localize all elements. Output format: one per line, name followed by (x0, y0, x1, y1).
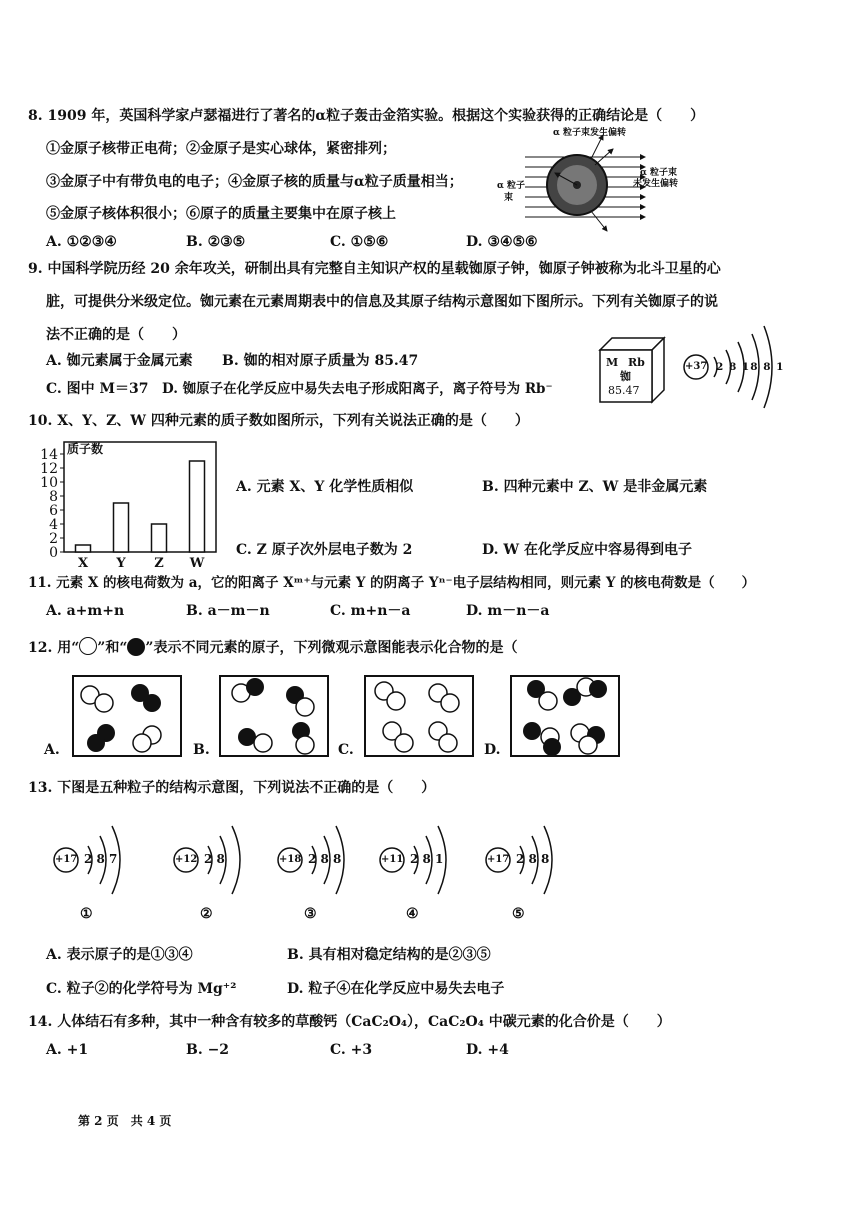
q10-option-a: A. 元素 X、Y 化学性质相似 (236, 479, 414, 495)
x-tick-label: Y (116, 556, 126, 568)
q9-option-d: D. 铷原子在化学反应中易失去电子形成阳离子，离子符号为 Rb⁻ (162, 381, 553, 397)
particle-diagram (276, 818, 366, 928)
q11-option-a: A. a+m+n (46, 603, 125, 619)
particle-label: ③ (304, 906, 317, 922)
cell-symbol: Rb (628, 356, 645, 369)
y-tick-label: 10 (40, 475, 58, 491)
y-tick-label: 0 (49, 545, 58, 561)
q8-option-d: D. ③④⑤⑥ (466, 234, 538, 250)
particle-electron-shells: 2 8 8 (308, 852, 342, 866)
q12-box-d (510, 675, 620, 757)
y-axis-label: 质子数 (67, 442, 104, 456)
q12-stem-post: ”表示不同元素的原子，下列微观示意图能表示化合物的是（ (145, 640, 518, 656)
q12-stem-mid: ”和“ (97, 640, 128, 656)
diagram-label-deflected: α 粒子束发生偏转 (553, 128, 627, 138)
q10-stem: 10. X、Y、Z、W 四种元素的质子数如图所示，下列有关说法正确的是（ ） (28, 413, 529, 429)
y-tick-label: 4 (49, 517, 58, 533)
q9-stem-line-2: 脏，可提供分米级定位。铷元素在元素周期表中的信息及其原子结构示意图如下图所示。下列有关铷原子的说 (46, 294, 718, 310)
particle-electron-shells: 2 8 8 (516, 852, 550, 866)
bar (190, 461, 205, 552)
q13-option-c: C. 粒子②的化学符号为 Mg⁺² (46, 981, 237, 997)
particle-diagram (172, 818, 262, 928)
q11-option-c: C. m+n－a (330, 603, 411, 619)
q13-option-d: D. 粒子④在化学反应中易失去电子 (287, 981, 505, 997)
rb-nucleus-charge: +37 (685, 361, 708, 372)
q9-stem-line-3: 法不正确的是（ ） (46, 327, 186, 343)
q8-stem: 8. 1909 年，英国科学家卢瑟福进行了著名的α粒子轰击金箔实验。根据这个实验获得的正确结论是（ ） (28, 108, 705, 124)
q14-option-d: D. +4 (466, 1042, 509, 1058)
diagram-label-undeflected-1: α 粒子束 (640, 168, 678, 178)
x-tick-label: Z (154, 556, 164, 568)
q8-statement-line-1: ①金原子核带正电荷；②金原子是实心球体，紧密排列； (46, 141, 396, 157)
q13-option-a: A. 表示原子的是①③④ (46, 947, 193, 963)
q10-option-d: D. W 在化学反应中容易得到电子 (482, 542, 692, 558)
q12-label-a: A. (44, 742, 60, 758)
rb-electron-shells: 2 8 18 8 1 (716, 361, 785, 373)
q12-label-d: D. (484, 742, 501, 758)
q12-box-b (219, 675, 329, 757)
q12-stem (28, 637, 517, 657)
diagram-label-undeflected-2: 未发生偏转 (633, 179, 679, 189)
particle-nucleus-charge: +17 (55, 854, 78, 865)
q12-label-b: B. (193, 742, 210, 758)
q14-option-c: C. +3 (330, 1042, 373, 1058)
q8-statement-line-2: ③金原子中有带负电的电子；④金原子核的质量与α粒子质量相当； (46, 174, 463, 190)
diagram-label-beam-2: 束 (504, 193, 514, 203)
particle-diagram (484, 818, 574, 928)
particle-nucleus-charge: +18 (279, 854, 302, 865)
bar (114, 503, 129, 552)
y-tick-label: 6 (49, 503, 58, 519)
particle-nucleus-charge: +11 (381, 854, 404, 865)
particle-electron-shells: 2 8 1 (410, 852, 444, 866)
y-tick-label: 2 (49, 531, 58, 547)
particle-diagram (52, 818, 142, 928)
bar (76, 545, 91, 552)
q13-stem: 13. 下图是五种粒子的结构示意图，下列说法不正确的是（ ） (28, 780, 436, 796)
page-footer: 第 2 页 共 4 页 (78, 1114, 172, 1128)
white-atom-icon (79, 637, 97, 655)
y-tick-label: 12 (40, 461, 58, 477)
particle-nucleus-charge: +12 (175, 854, 198, 865)
cell-mass: 85.47 (608, 384, 640, 397)
proton-number-bar-chart (36, 434, 226, 568)
q11-option-d: D. m－n－a (466, 603, 550, 619)
particle-label: ① (80, 906, 93, 922)
x-tick-label: X (77, 556, 89, 568)
q12-label-c: C. (338, 742, 354, 758)
particle-nucleus-charge: +17 (487, 854, 510, 865)
q8-statement-line-3: ⑤金原子核体积很小；⑥原子的质量主要集中在原子核上 (46, 206, 396, 222)
q9-stem-line-1: 9. 中国科学院历经 20 余年攻关，研制出具有完整自主知识产权的星载铷原子钟，铷原子钟被称为北斗卫星的心 (28, 261, 721, 277)
q9-option-b: B. 铷的相对原子质量为 85.47 (222, 353, 419, 369)
x-tick-label: W (189, 556, 205, 568)
black-atom-icon (127, 638, 145, 656)
q14-stem: 14. 人体结石有多种，其中一种含有较多的草酸钙（CaC₂O₄），CaC₂O₄ 中碳元素的化合价是（ ） (28, 1014, 671, 1030)
q11-stem: 11. 元素 X 的核电荷数为 a，它的阳离子 Xᵐ⁺与元素 Y 的阴离子 Yⁿ⁻电子层结构相同，则元素 Y 的核电荷数是（ ） (28, 575, 756, 591)
y-tick-label: 14 (40, 447, 58, 463)
particle-diagram (378, 818, 468, 928)
bar (152, 524, 167, 552)
q10-option-c: C. Z 原子次外层电子数为 2 (236, 542, 413, 558)
q14-option-b: B. −2 (186, 1042, 230, 1058)
q12-box-c (364, 675, 474, 757)
q8-option-c: C. ①⑤⑥ (330, 234, 389, 250)
particle-electron-shells: 2 8 7 (84, 852, 118, 866)
particle-label: ④ (406, 906, 419, 922)
q13-option-b: B. 具有相对稳定结构的是②③⑤ (287, 947, 491, 963)
q8-option-a: A. ①②③④ (46, 234, 117, 250)
q9-option-c: C. 图中 M＝37 (46, 381, 149, 397)
cell-name: 铷 (620, 370, 631, 383)
q9-option-a: A. 铷元素属于金属元素 (46, 353, 193, 369)
diagram-label-beam-1: α 粒子 (497, 181, 526, 191)
q8-option-b: B. ②③⑤ (186, 234, 246, 250)
q12-stem-pre: 12. 用“ (28, 640, 80, 656)
q14-option-a: A. +1 (46, 1042, 89, 1058)
particle-label: ② (200, 906, 213, 922)
q11-option-b: B. a－m－n (186, 603, 270, 619)
particle-label: ⑤ (512, 906, 525, 922)
q10-option-b: B. 四种元素中 Z、W 是非金属元素 (482, 479, 708, 495)
particle-electron-shells: 2 8 (204, 852, 225, 866)
cell-number: M (606, 356, 619, 369)
q12-box-a (72, 675, 182, 757)
y-tick-label: 8 (49, 489, 58, 505)
